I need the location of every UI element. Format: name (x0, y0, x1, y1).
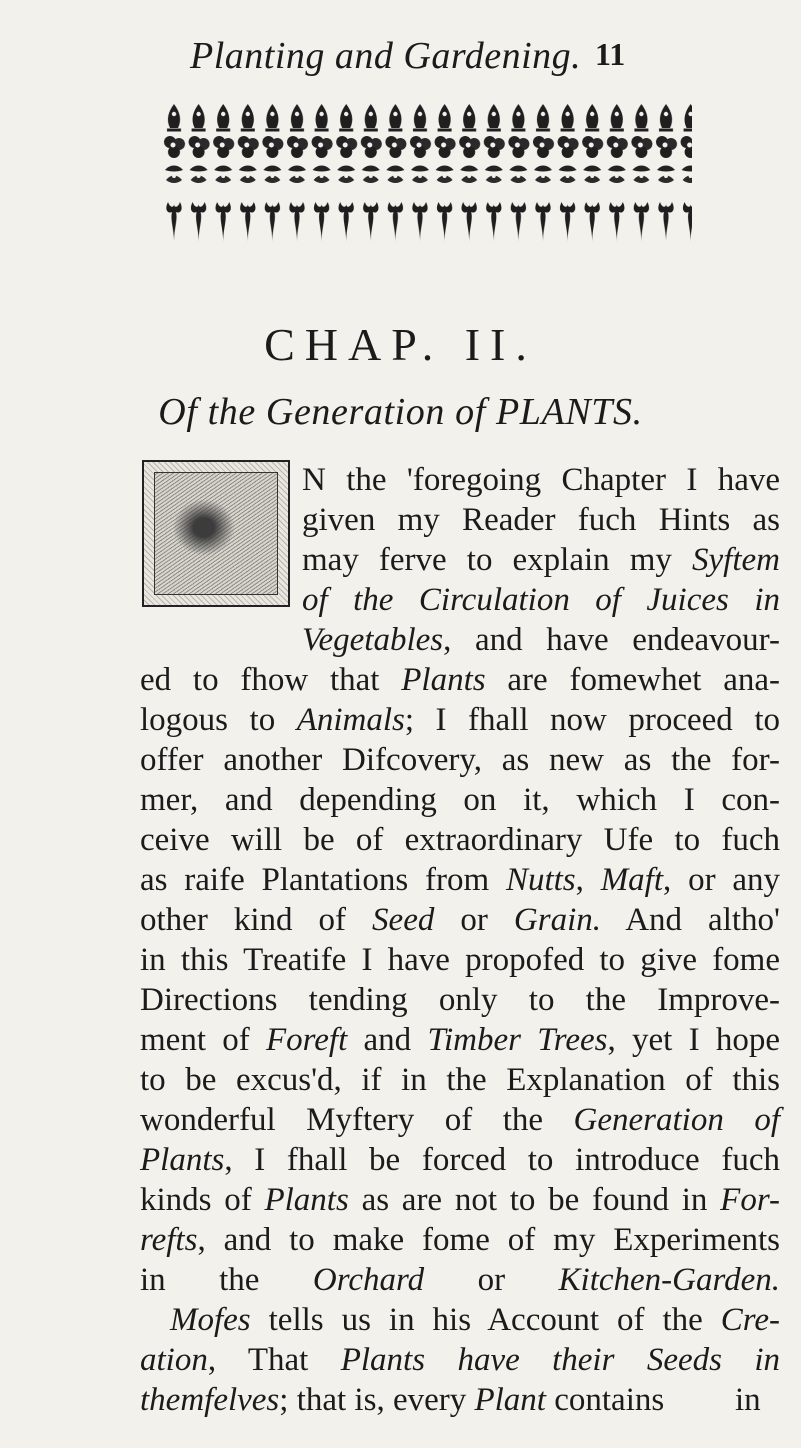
text-line (140, 700, 780, 740)
roman-text: and (347, 1022, 428, 1058)
italic-text: Plants (264, 1182, 349, 1218)
printers-ornament-band (162, 102, 692, 302)
chapter-subtitle: Of the Generation of PLANTS. (158, 391, 643, 433)
italic-text: Vegetables (302, 622, 444, 658)
text-line (140, 1300, 780, 1340)
roman-text: offer another Difcovery, as new as the for- (140, 742, 780, 778)
italic-text: themfelves (140, 1382, 280, 1418)
text-line (140, 1060, 780, 1100)
italic-text: Mofes (170, 1302, 251, 1338)
italic-text: Animals (296, 702, 405, 738)
italic-text: Syftem (692, 542, 780, 578)
italic-text: Plant (474, 1382, 546, 1418)
roman-text: kinds of (140, 1182, 265, 1218)
italic-text: Kitchen-Garden. (558, 1262, 780, 1298)
roman-text: , That (207, 1342, 341, 1378)
roman-text: , (575, 862, 601, 898)
roman-text: contains (545, 1382, 665, 1418)
text-line (140, 740, 780, 780)
italic-text: Foreft (266, 1022, 348, 1058)
roman-text: tells us in his Account of the (250, 1302, 721, 1338)
italic-text: Plants (140, 1142, 225, 1178)
roman-text: in the (140, 1262, 313, 1298)
italic-text: of the Circulation of Juices in (302, 582, 780, 618)
roman-text: or (434, 902, 514, 938)
text-line (140, 1100, 780, 1140)
text-line (140, 1140, 780, 1180)
roman-text: ed to fhow that (140, 662, 402, 698)
text-line (302, 460, 780, 500)
text-line (140, 1220, 780, 1260)
text-line (140, 860, 780, 900)
text-line (140, 1340, 780, 1380)
roman-text: ; that is, every (279, 1382, 475, 1418)
roman-text: N the 'foregoing Chapter I have (302, 462, 780, 498)
chapter-heading: CHAP. II. (264, 319, 537, 370)
roman-text: or (424, 1262, 559, 1298)
running-head (190, 34, 626, 84)
historiated-initial-icon (142, 460, 290, 607)
roman-text: , and have endeavour- (443, 622, 780, 658)
italic-text: Maft (600, 862, 664, 898)
text-line (140, 1380, 664, 1420)
text-line (140, 1020, 780, 1060)
roman-text: , or any (663, 862, 780, 898)
roman-text: logous to (140, 702, 297, 738)
text-line (302, 540, 780, 580)
italic-text: Orchard (312, 1262, 425, 1298)
italic-text: Nutts (505, 862, 576, 898)
text-line (140, 780, 780, 820)
roman-text: , yet I hope (607, 1022, 780, 1058)
text-line (302, 620, 780, 660)
running-title: Planting and Gardening. (190, 35, 582, 77)
text-line (140, 900, 780, 940)
text-line (302, 580, 780, 620)
roman-text: And altho' (600, 902, 780, 938)
roman-text: are fomewhet ana- (485, 662, 780, 698)
roman-text: Directions tending only to the Improve- (140, 982, 780, 1018)
italic-text: refts (140, 1222, 198, 1258)
roman-text: given my Reader fuch Hints as (302, 502, 780, 538)
roman-text: ; I fhall now proceed to (404, 702, 780, 738)
roman-text: may ferve to explain my (302, 542, 693, 578)
text-line (140, 660, 780, 700)
roman-text: in this Treatife I have propofed to give fome (140, 942, 780, 978)
roman-text: to be excus'd, if in the Explanation of this (140, 1062, 780, 1098)
catchword: in (735, 1382, 761, 1418)
text-line (140, 980, 780, 1020)
italic-text: Plants have their Seeds in (340, 1342, 780, 1378)
italic-text: For- (720, 1182, 780, 1218)
italic-text: Grain. (513, 902, 601, 938)
italic-text: Plants (401, 662, 486, 698)
roman-text: other kind of (140, 902, 373, 938)
italic-text: Generation of (573, 1102, 780, 1138)
page-number: 11 (595, 36, 626, 72)
italic-text: ation (140, 1342, 208, 1378)
italic-text: Timber Trees (427, 1022, 608, 1058)
roman-text: , I fhall be forced to introduce fuch (224, 1142, 780, 1178)
roman-text: , and to make fome of my Experiments (197, 1222, 780, 1258)
text-line (140, 940, 780, 980)
roman-text: ceive will be of extraordinary Ufe to fuch (140, 822, 780, 858)
text-line (140, 820, 780, 860)
roman-text: mer, and depending on it, which I con- (140, 782, 780, 818)
italic-text: Cre- (720, 1302, 780, 1338)
roman-text: wonderful Myftery of the (140, 1102, 574, 1138)
text-line (140, 1180, 780, 1220)
italic-text: Seed (372, 902, 435, 938)
roman-text: as raife Plantations from (140, 862, 506, 898)
roman-text: ment of (140, 1022, 266, 1058)
text-line (302, 500, 780, 540)
roman-text: as are not to be found in (348, 1182, 721, 1218)
text-line (140, 1260, 780, 1300)
